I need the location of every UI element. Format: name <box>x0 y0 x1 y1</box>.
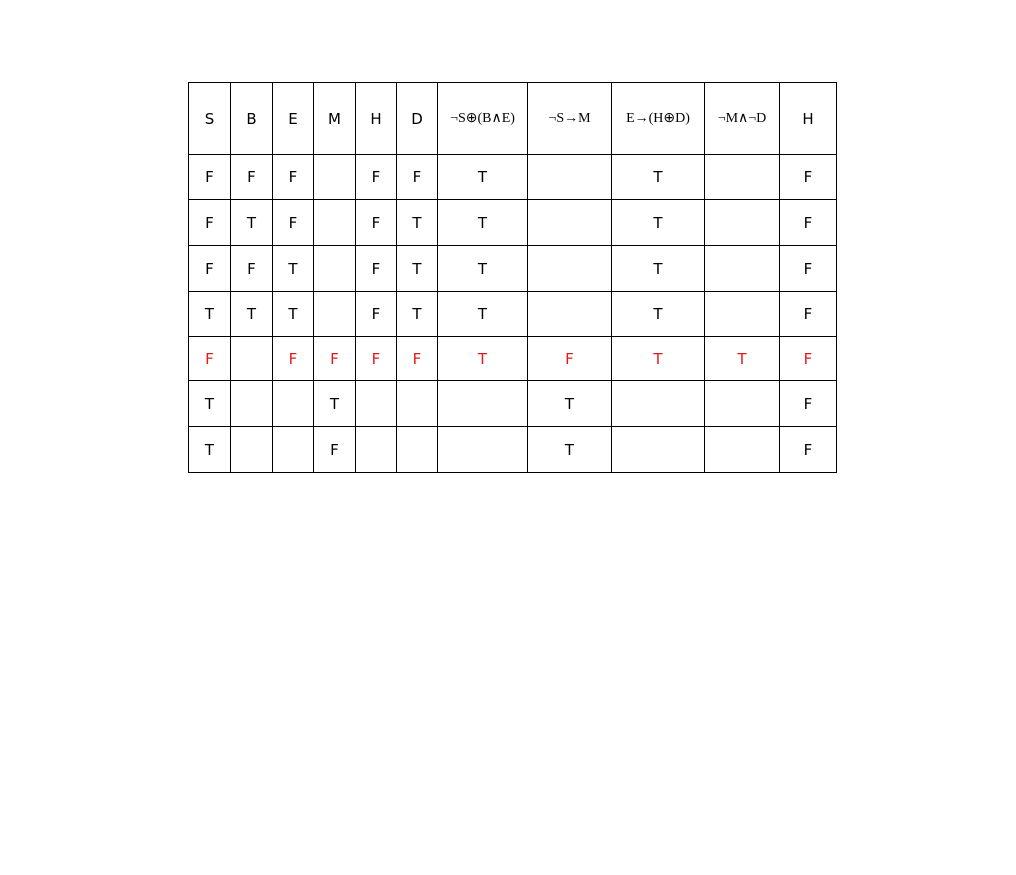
table-cell <box>314 200 356 246</box>
table-cell <box>705 292 780 337</box>
table-cell: F <box>356 246 397 292</box>
table-cell: T <box>705 337 780 381</box>
table-cell: F <box>780 337 837 381</box>
table-cell <box>397 381 438 427</box>
table-cell <box>705 246 780 292</box>
table-cell: F <box>780 381 837 427</box>
table-cell: T <box>314 381 356 427</box>
table-cell <box>438 381 528 427</box>
table-cell <box>231 427 273 473</box>
header-cell-s: S <box>189 83 231 155</box>
header-cell-h-conclusion: H <box>780 83 837 155</box>
table-cell: F <box>189 155 231 200</box>
table-cell: T <box>231 200 273 246</box>
table-cell: F <box>780 427 837 473</box>
header-cell-d: D <box>397 83 438 155</box>
table-cell: T <box>397 200 438 246</box>
table-cell: F <box>397 337 438 381</box>
table-row <box>189 200 837 246</box>
table-cell: F <box>273 200 314 246</box>
truth-table <box>188 82 837 473</box>
table-cell: F <box>231 246 273 292</box>
table-cell: F <box>273 155 314 200</box>
table-cell <box>438 427 528 473</box>
table-cell: T <box>189 292 231 337</box>
header-row <box>189 83 837 155</box>
table-cell: F <box>780 155 837 200</box>
table-cell <box>612 381 705 427</box>
table-cell: T <box>189 427 231 473</box>
header-cell-formula-1: ¬S⊕(B∧E) <box>438 83 528 155</box>
header-cell-b: B <box>231 83 273 155</box>
table-cell <box>314 155 356 200</box>
table-cell: T <box>273 246 314 292</box>
table-cell <box>356 381 397 427</box>
table-cell: F <box>780 246 837 292</box>
table-cell: T <box>397 292 438 337</box>
table-cell <box>397 427 438 473</box>
header-cell-m: M <box>314 83 356 155</box>
table-cell <box>273 427 314 473</box>
table-cell: T <box>612 337 705 381</box>
table-cell: F <box>397 155 438 200</box>
table-cell: T <box>438 155 528 200</box>
table-cell: F <box>356 292 397 337</box>
table-cell: F <box>356 200 397 246</box>
table-cell <box>705 155 780 200</box>
table-cell: T <box>528 381 612 427</box>
table-cell <box>314 246 356 292</box>
table-row-highlighted <box>189 337 837 381</box>
table-cell: T <box>397 246 438 292</box>
table-cell <box>314 292 356 337</box>
table-cell: T <box>438 200 528 246</box>
table-cell: F <box>356 155 397 200</box>
table-cell: T <box>438 246 528 292</box>
table-cell: T <box>528 427 612 473</box>
table-row <box>189 381 837 427</box>
table-cell: F <box>189 200 231 246</box>
table-cell <box>705 381 780 427</box>
table-cell: T <box>438 337 528 381</box>
table-cell: T <box>273 292 314 337</box>
table-cell <box>528 200 612 246</box>
table-cell <box>528 155 612 200</box>
header-cell-formula-2: ¬S→M <box>528 83 612 155</box>
table-cell: T <box>612 155 705 200</box>
table-row <box>189 155 837 200</box>
table-cell: F <box>528 337 612 381</box>
header-cell-formula-3: E→(H⊕D) <box>612 83 705 155</box>
table-cell <box>273 381 314 427</box>
table-cell: F <box>189 246 231 292</box>
table-cell: F <box>231 155 273 200</box>
table-cell: F <box>314 427 356 473</box>
table-cell <box>231 381 273 427</box>
table-cell: F <box>780 292 837 337</box>
header-cell-formula-4: ¬M∧¬D <box>705 83 780 155</box>
table-cell: T <box>231 292 273 337</box>
table-cell: T <box>612 200 705 246</box>
header-cell-h: H <box>356 83 397 155</box>
table-cell: T <box>438 292 528 337</box>
table-cell: T <box>189 381 231 427</box>
table-cell <box>356 427 397 473</box>
table-cell <box>705 427 780 473</box>
table-cell: T <box>612 292 705 337</box>
header-cell-e: E <box>273 83 314 155</box>
table-cell <box>528 292 612 337</box>
table-cell: F <box>356 337 397 381</box>
table-row <box>189 427 837 473</box>
table-cell: F <box>780 200 837 246</box>
table-cell: F <box>314 337 356 381</box>
table-row <box>189 292 837 337</box>
table-cell: T <box>612 246 705 292</box>
table-cell <box>231 337 273 381</box>
table-cell <box>612 427 705 473</box>
table-cell: F <box>273 337 314 381</box>
table-cell <box>528 246 612 292</box>
table-cell: F <box>189 337 231 381</box>
table-row <box>189 246 837 292</box>
table-cell <box>705 200 780 246</box>
